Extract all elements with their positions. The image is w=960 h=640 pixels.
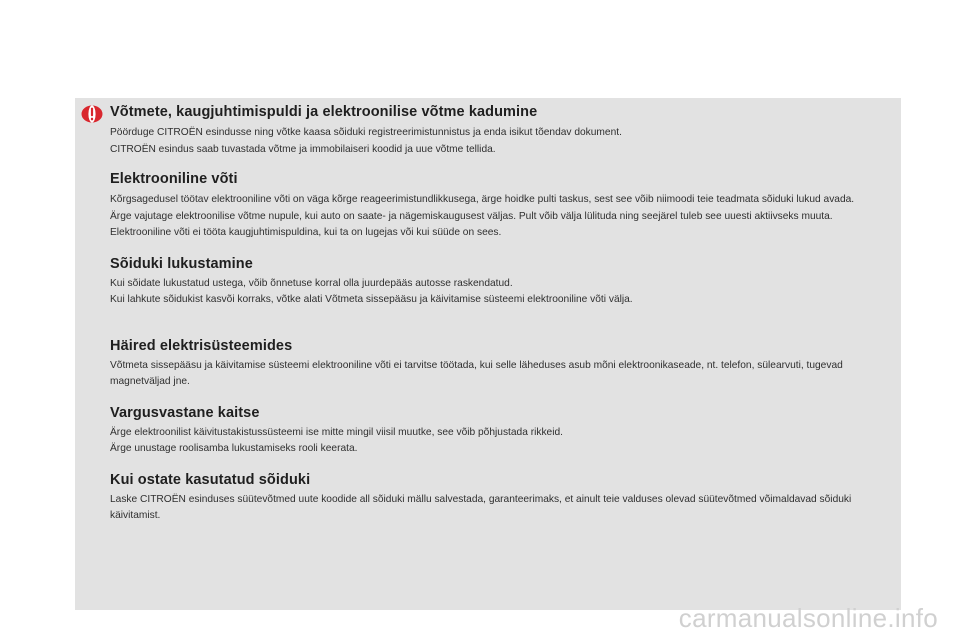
watermark: carmanualsonline.info bbox=[678, 603, 938, 633]
paragraph: Ärge vajutage elektroonilise võtme nupule, kui auto on saate- ja nägemiskaugusest väljas. Pult võib välja lülituda ning seejärel tuleb see uuesti aktiivseks muuta. bbox=[110, 210, 833, 222]
section-title: Häired elektrisüsteemides bbox=[110, 337, 293, 354]
paragraph: Ärge elektroonilist käivitustakistussüsteemi ise mitte mingil viisil muutke, see võib põhjustada rikkeid. bbox=[110, 426, 563, 438]
paragraph: CITROËN esindus saab tuvastada võtme ja immobilaiseri koodid ja uue võtme tellida. bbox=[110, 143, 496, 155]
section-electrical-interference bbox=[110, 338, 896, 391]
section-title: Võtmete, kaugjuhtimispuldi ja elektroonilise võtme kadumine bbox=[110, 104, 538, 120]
content-area bbox=[110, 104, 896, 525]
paragraph: Elektrooniline võti ei tööta kaugjuhtimispuldina, kui ta on lugejas või kui süüde on sees. bbox=[110, 227, 502, 238]
paragraph: Võtmeta sissepääsu ja käivitamise süsteemi elektrooniline võti ei tarvitse töötada, kui selle läheduses asub mõni elektroonikaseade, nt. telefon, sülearvuti, tugevad magnetväljad jne. bbox=[110, 359, 843, 387]
paragraph: Kõrgsagedusel töötav elektrooniline võti on väga kõrge reageerimistundlikkusega, ärge hoidke pulti taskus, sest see võib niimoodi teie teadmata sõiduki lukud avada. bbox=[110, 194, 855, 205]
paragraph: Ärge unustage roolisamba lukustamiseks rooli keerata. bbox=[110, 443, 358, 454]
paragraph: Kui lahkute sõidukist kasvõi korraks, võtke alati Võtmeta sissepääsu ja käivitamise süsteemi elektrooniline võti välja. bbox=[110, 294, 633, 305]
section-title: Elektrooniline võti bbox=[110, 171, 238, 187]
section-vehicle-locking bbox=[110, 256, 896, 309]
section-title: Kui ostate kasutatud sõiduki bbox=[110, 471, 311, 488]
section-key-loss bbox=[110, 104, 896, 158]
section-anti-theft bbox=[110, 405, 896, 458]
section-electronic-key bbox=[110, 171, 896, 242]
warning-exclamation-icon bbox=[81, 105, 103, 123]
paragraph: Kui sõidate lukustatud ustega, võib õnnetuse korral olla juurdepääs autosse raskendatud. bbox=[110, 277, 513, 289]
section-used-vehicle bbox=[110, 472, 896, 525]
section-title: Sõiduki lukustamine bbox=[110, 255, 253, 272]
section-title: Vargusvastane kaitse bbox=[110, 404, 260, 421]
paragraph: Pöörduge CITROËN esindusse ning võtke kaasa sõiduki registreerimistunnistus ja enda isikut tõendav dokument. bbox=[110, 127, 622, 138]
paragraph: Laske CITROËN esinduses süütevõtmed uute koodide all sõiduki mällu salvestada, garanteerimaks, et ainult teie valduses olevad süütevõtmed võimaldavad sõiduki käivitamist. bbox=[110, 493, 852, 521]
